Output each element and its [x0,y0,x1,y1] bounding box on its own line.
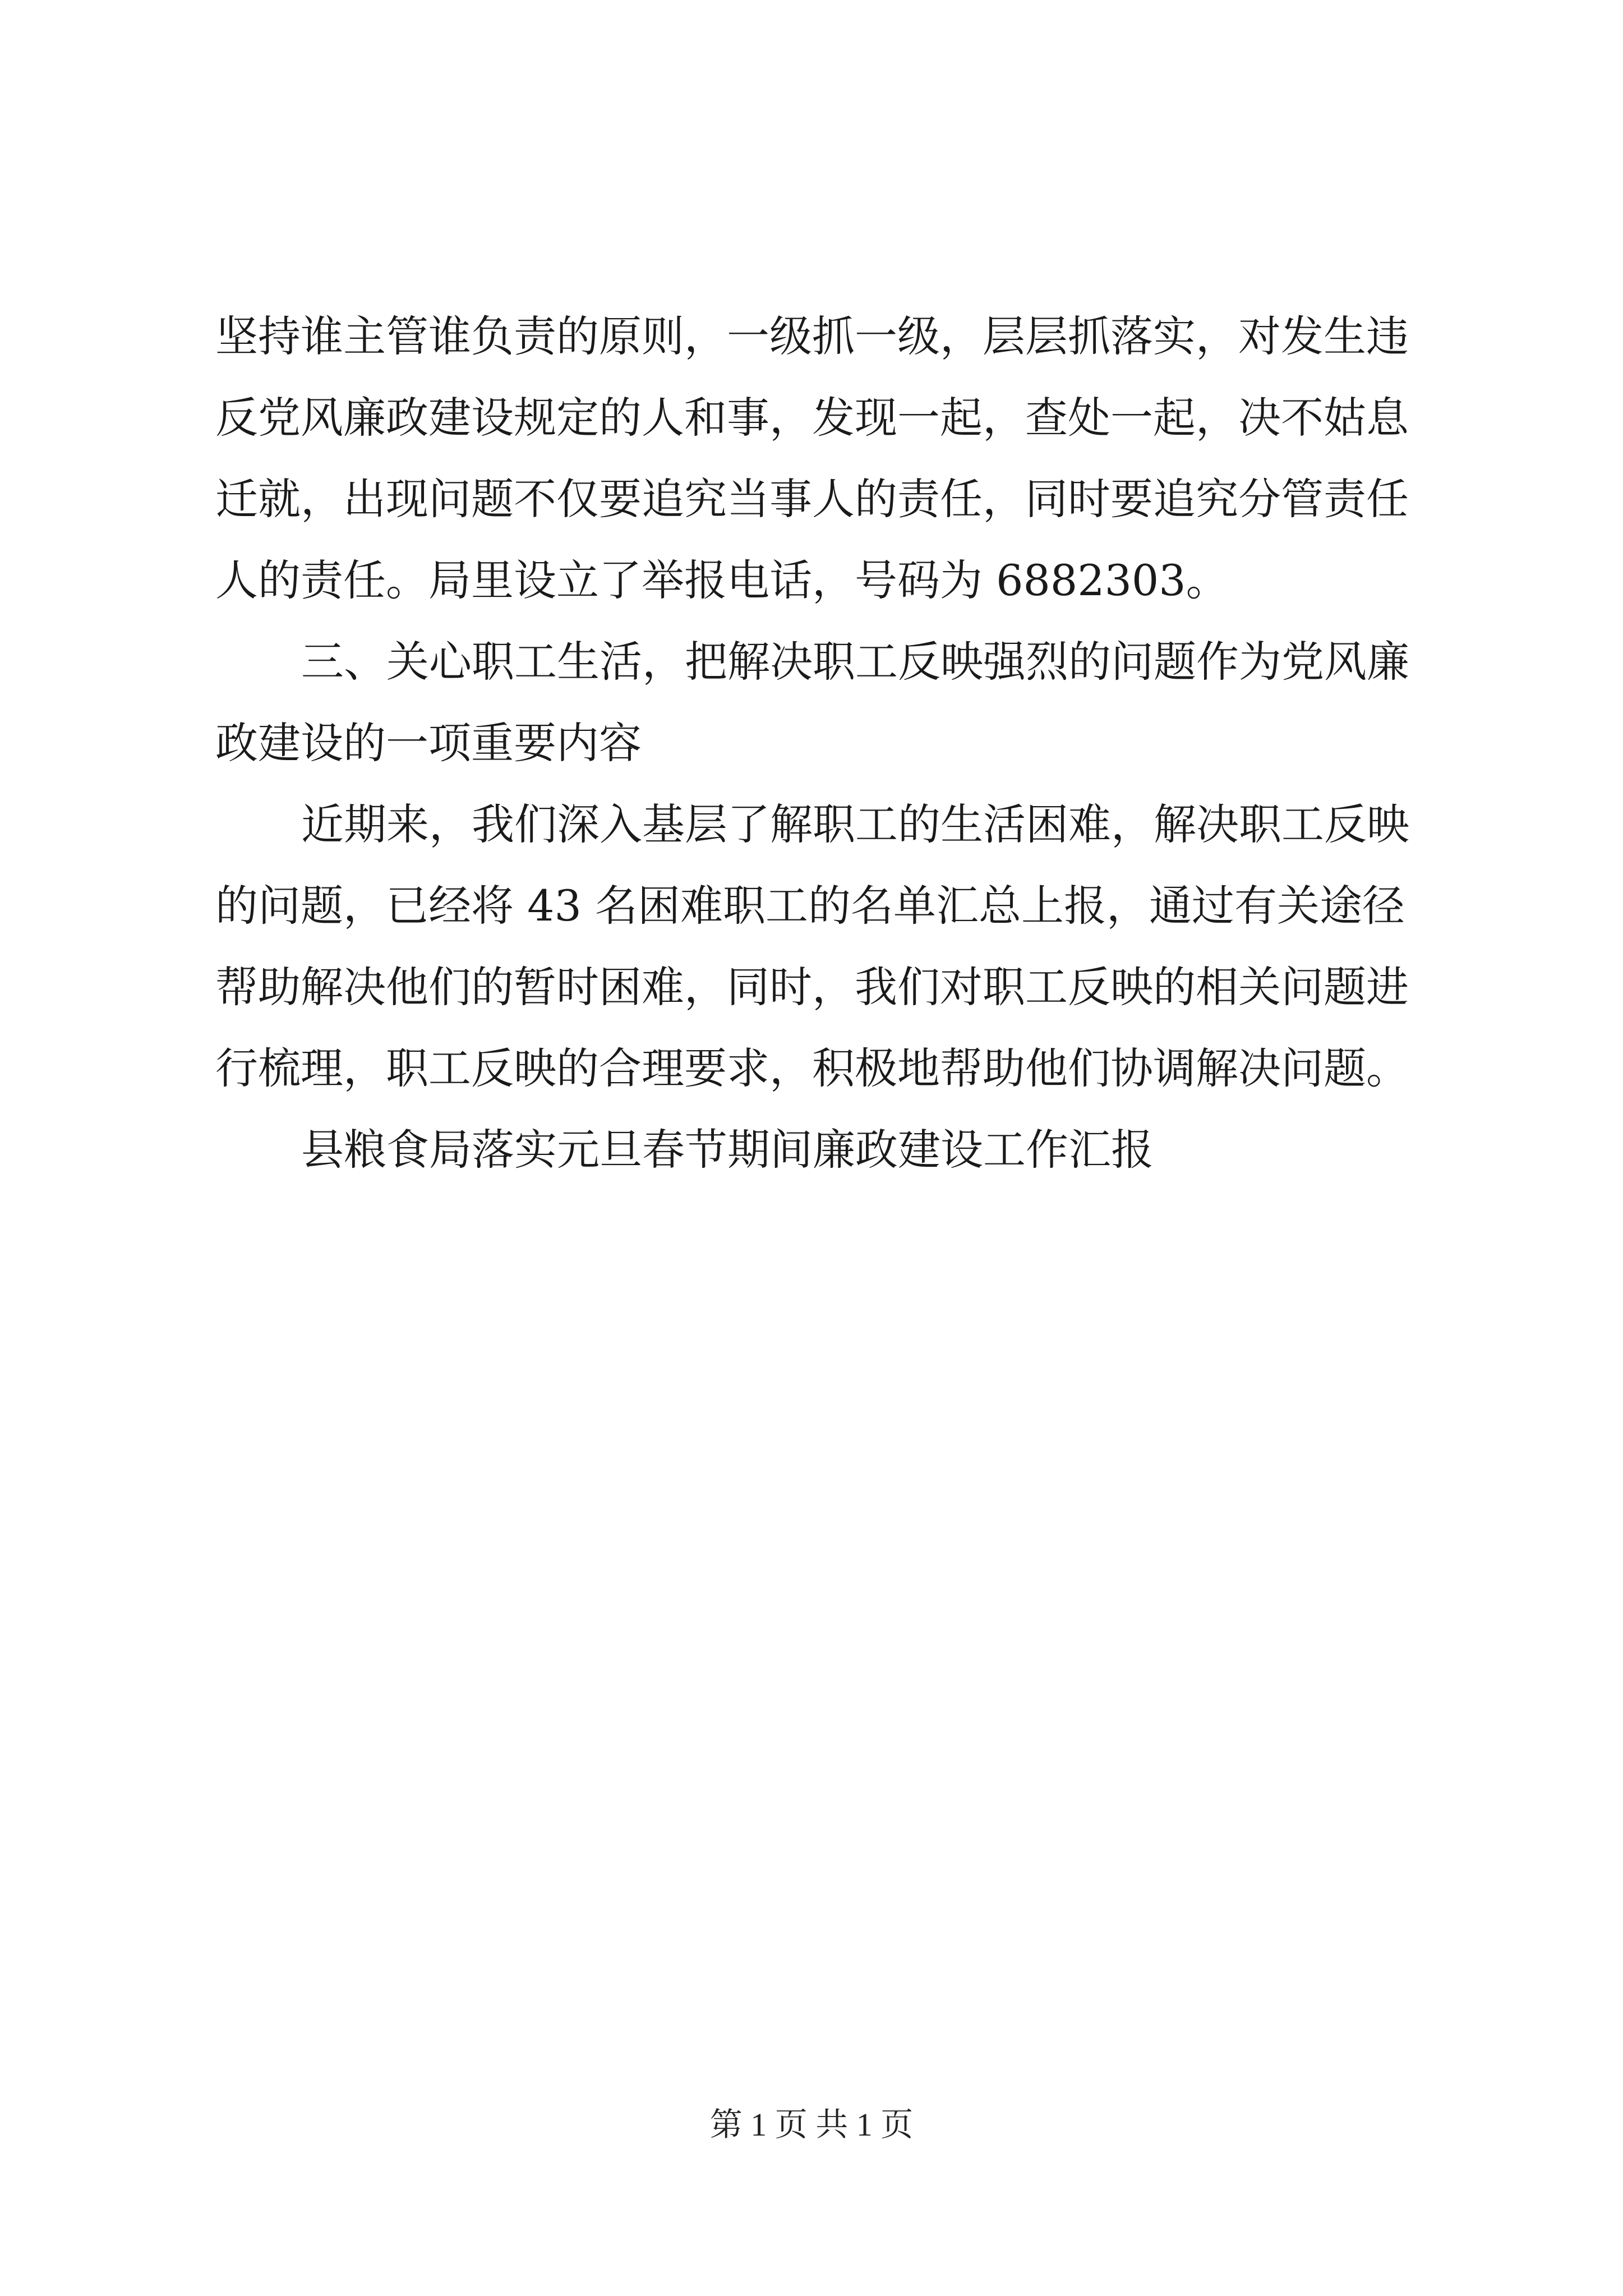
paragraph-line: 行梳理，职工反映的合理要求，积极地帮助他们协调解决问题。 [215,1043,1409,1093]
document-title-line: 县粮食局落实元旦春节期间廉政建设工作汇报 [301,1125,1154,1175]
paragraph-line: 迁就，出现问题不仅要追究当事人的责任，同时要追究分管责任 [215,474,1409,524]
paragraph-line: 人的责任。局里设立了举报电话，号码为 6882303。 [215,555,1229,605]
paragraph-line: 近期来，我们深入基层了解职工的生活困难，解决职工反映 [301,799,1409,849]
paragraph-line: 的问题，已经将 43 名困难职工的名单汇总上报，通过有关途径 [215,881,1405,931]
page-number-footer: 第 1 页 共 1 页 [709,2106,914,2143]
paragraph-line: 坚持谁主管谁负责的原则，一级抓一级，层层抓落实，对发生违 [215,311,1409,361]
paragraph-line: 反党风廉政建设规定的人和事，发现一起，查处一起，决不姑息 [215,393,1409,443]
section-heading-line: 三、关心职工生活，把解决职工反映强烈的问题作为党风廉 [301,637,1409,687]
section-heading-line: 政建设的一项重要内容 [215,718,642,768]
paragraph-line: 帮助解决他们的暂时困难，同时，我们对职工反映的相关问题进 [215,962,1409,1012]
